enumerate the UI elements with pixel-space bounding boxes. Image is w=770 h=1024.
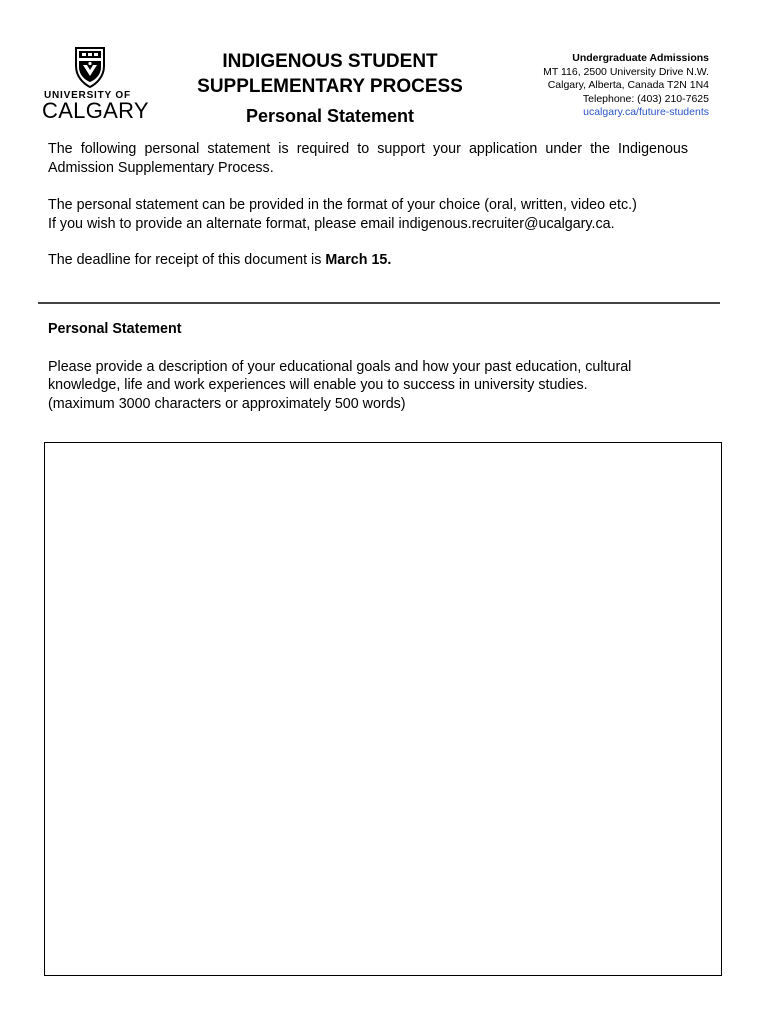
personal-statement-instructions xyxy=(48,358,708,414)
logo-text-university-of: UNIVERSITY OF xyxy=(44,90,131,101)
title-line-1: INDIGENOUS STUDENT xyxy=(222,51,438,72)
deadline-date: March 15. xyxy=(325,252,392,268)
deadline-paragraph xyxy=(48,251,688,270)
instruction-line-2: knowledge, life and work experiences will enable you to success in university studies. xyxy=(48,377,588,393)
document-subtitle: Personal Statement xyxy=(245,106,415,126)
format-choice-text: The personal statement can be provided in the format of your choice (oral, written, video etc.) xyxy=(48,197,637,213)
personal-statement-answer-box[interactable] xyxy=(44,442,722,976)
personal-statement-heading: Personal Statement xyxy=(48,321,182,337)
section-divider xyxy=(38,302,720,304)
title-line-2: SUPPLEMENTARY PROCESS xyxy=(197,76,463,97)
university-crest-icon xyxy=(72,46,108,88)
contact-address-line-1: MT 116, 2500 University Drive N.W. xyxy=(543,65,709,78)
intro-paragraph-2 xyxy=(48,196,688,233)
instruction-line-1: Please provide a description of your educational goals and how your past education, cultural xyxy=(48,358,632,375)
personal-statement-section xyxy=(48,320,708,413)
university-logo xyxy=(42,46,149,123)
document-title xyxy=(180,50,480,128)
logo-text-calgary: CALGARY xyxy=(42,98,149,123)
contact-telephone: Telephone: (403) 210-7625 xyxy=(582,92,709,105)
contact-block xyxy=(543,52,709,120)
intro-section xyxy=(48,140,688,270)
instruction-line-3: (maximum 3000 characters or approximately 500 words) xyxy=(48,395,406,412)
contact-website-link[interactable]: ucalgary.ca/future-students xyxy=(583,106,709,118)
alternate-format-email-text: If you wish to provide an alternate format, please email indigenous.recruiter@ucalgary.ca. xyxy=(48,215,615,232)
contact-heading: Undergraduate Admissions xyxy=(572,52,709,64)
deadline-prefix: The deadline for receipt of this document is xyxy=(48,252,326,268)
contact-address-line-2: Calgary, Alberta, Canada T2N 1N4 xyxy=(547,79,709,91)
intro-paragraph-1: The following personal statement is required to support your application under the Indigenous Admission Supplementary Process. xyxy=(48,141,688,176)
